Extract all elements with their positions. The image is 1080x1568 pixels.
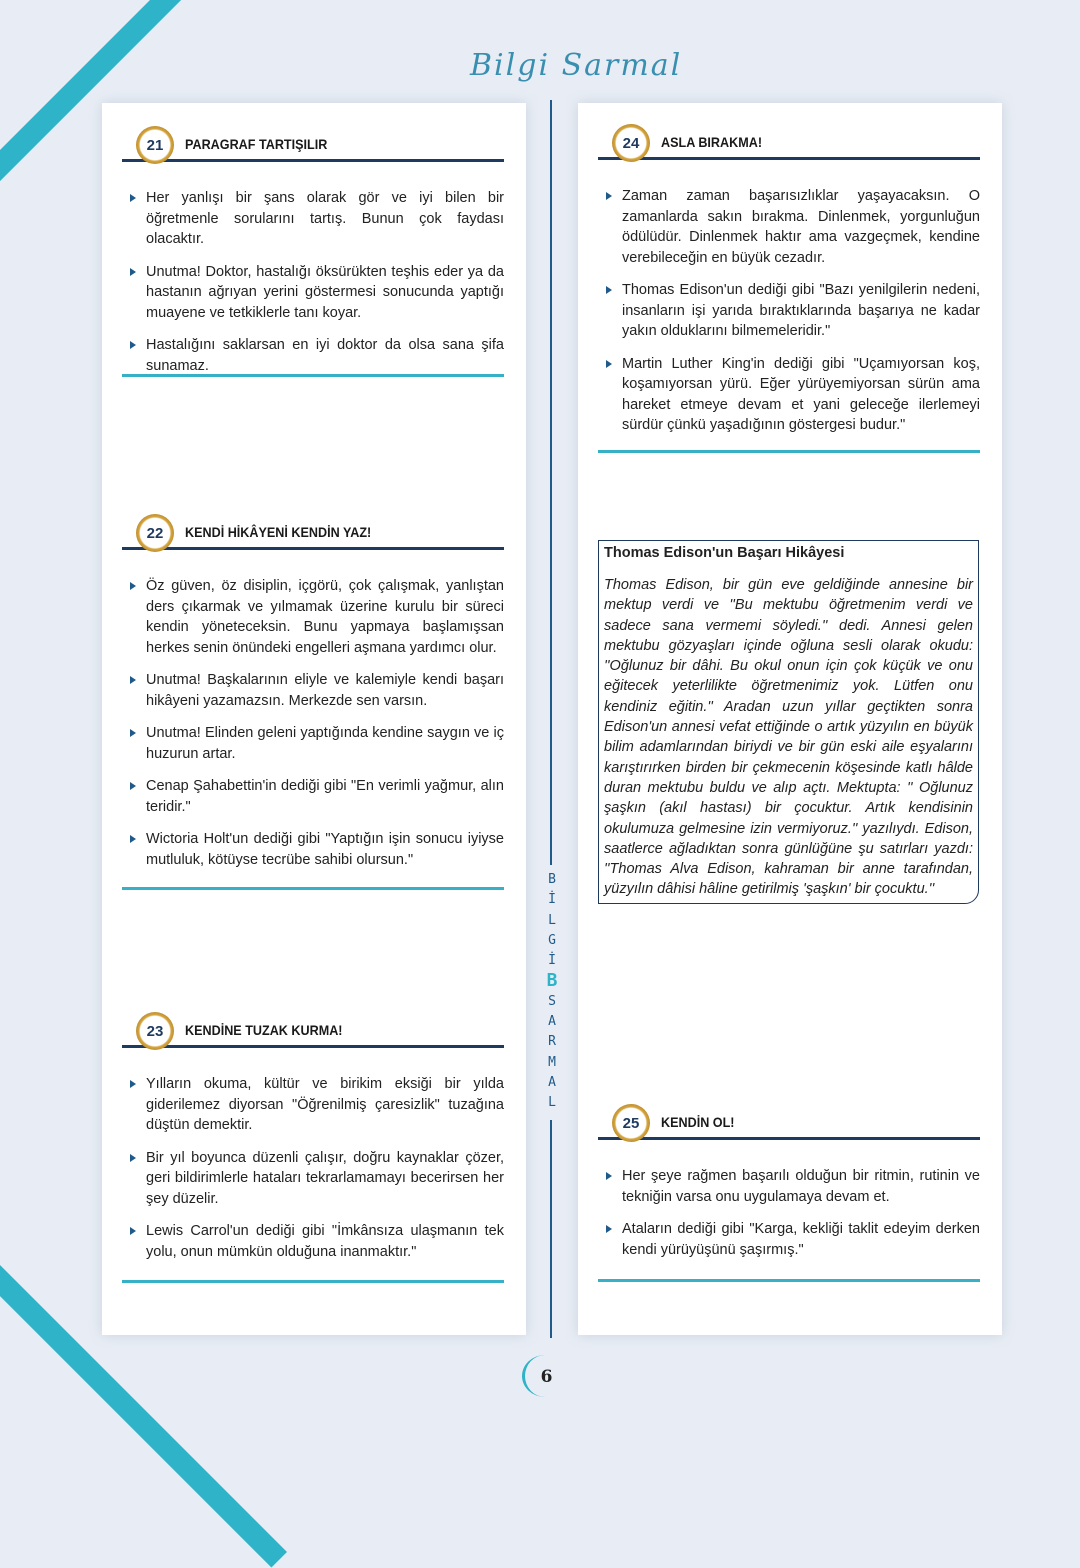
divider-bottom: [550, 1120, 552, 1338]
bullet-item: Bir yıl boyunca düzenli çalışır, doğru kaynaklar çözer, geri bildirimlerle hataları tekrarlamamayı becerirsen her şey düzelir.: [126, 1148, 504, 1210]
section-end-line: [598, 450, 980, 453]
story-title: Thomas Edison'un Başarı Hikâyesi: [604, 545, 845, 561]
section-title: KENDİN OL!: [661, 1114, 735, 1130]
section-23: [122, 1012, 504, 1274]
bullet-item: Unutma! Elinden geleni yaptığında kendine saygın ve iç huzurun artar.: [126, 723, 504, 764]
section-header: [122, 126, 504, 162]
bullet-list: [598, 160, 980, 436]
bullet-list: [122, 1048, 504, 1262]
section-21: [122, 126, 504, 388]
section-number-badge: 25: [612, 1104, 650, 1142]
bullet-item: Her yanlışı bir şans olarak gör ve iyi bilen bir öğretmenle sorularını tartış. Bunun çok faydası olacaktır.: [126, 188, 504, 250]
section-title: KENDİ HİKÂYENİ KENDİN YAZ!: [185, 524, 372, 540]
bullet-list: [122, 550, 504, 870]
section-number-badge: 21: [136, 126, 174, 164]
section-22: [122, 514, 504, 882]
bullet-item: Cenap Şahabettin'in dediği gibi "En verimli yağmur, alın teridir.": [126, 776, 504, 817]
story-text: Thomas Edison, bir gün eve geldiğinde annesine bir mektup verdi ve ''Bu mektubu öğretmenim verdi ve sadece sana vermemi söyledi.'' dedi. Annesi gelen mektubu gözyaşları içinde oğluna sesli olarak okudu: ''Oğlunuz bir dâhi. Bu okul onun için çok küçük ve onu eğitecek yeterlilikte öğretmenimiz yok. Lütfen onu kendiniz eğitin.'' Aradan uzun yıllar geçtikten sonra Edison'un annesi vefat ettiğinde o artık yüzyılın en büyük bilim adamlarından biriydi ve bir gün eski aile eşyalarını karıştırırken birden bir çekmecenin köşesinde katlı hâlde duran mektubu buldu ve alıp açtı. Mektupta: '' Oğlunuz şaşkın (akıl hastası) bir çocuktur. Artık kendisinin okulumuza gelmesine izin vermiyoruz.'' yazılıydı. Edison, saatlerce ağladıktan sonra günlüğüne şu satırları yazdı: ''Thomas Alva Edison, kahraman bir anne tarafından, yüzyılın dâhisi hâline getirilmiş 'şaşkın' bir çocuktu.'': [604, 577, 973, 898]
bullet-item: Zaman zaman başarısızlıklar yaşayacaksın. O zamanlarda sakın bırakma. Dinlenmek, yorgunluğun ödülüdür. Dinlenmek haktır ama vazgeçmek, kendine verebileceğin en büyük cezadır.: [602, 186, 980, 268]
bullet-item: Martin Luther King'in dediği gibi "Uçamıyorsan koş, koşamıyorsan yürü. Eğer yürüyemiyorsan sürün ama hareket etmeye devam et yani geleceğe ilerlemeyi sürdür çünkü yaşadığının göstergesi budur.": [602, 354, 980, 436]
section-24: [598, 124, 980, 448]
section-header: [122, 1012, 504, 1048]
section-end-line: [122, 374, 504, 377]
section-end-line: [122, 1280, 504, 1283]
bullet-item: Lewis Carrol'un dediği gibi "İmkânsıza ulaşmanın tek yolu, onun mümkün olduğuna inanmaktır.": [126, 1221, 504, 1262]
section-number-badge: 24: [612, 124, 650, 162]
section-header: [598, 124, 980, 160]
bullet-item: Wictoria Holt'un dediği gibi "Yaptığın işin sonucu iyiyse mutluluk, kötüyse tecrübe sahibi olursun.": [126, 829, 504, 870]
section-title: ASLA BIRAKMA!: [661, 134, 763, 150]
section-header: [122, 514, 504, 550]
section-header: [598, 1104, 980, 1140]
spine-brand: B İ L G İ B S A R M A L: [540, 870, 564, 1114]
section-25: [598, 1104, 980, 1272]
bullet-item: Yılların okuma, kültür ve birikim eksiği bir yılda giderilemez diyorsan "Öğrenilmiş çaresizlik" tuzağına düştün demektir.: [126, 1074, 504, 1136]
bullet-item: Her şeye rağmen başarılı olduğun bir ritmin, rutinin ve tekniğin varsa onu uygulamaya devam et.: [602, 1166, 980, 1207]
bullet-item: Unutma! Doktor, hastalığı öksürükten teşhis eder ya da hastanın ağrıyan yerini göstermesi sonucunda yaptığı muayene ve tetkiklerle tanı koyar.: [126, 262, 504, 324]
section-title: KENDİNE TUZAK KURMA!: [185, 1022, 343, 1038]
section-end-line: [122, 887, 504, 890]
bullet-item: Öz güven, öz disiplin, içgörü, çok çalışmak, yanlıştan ders çıkarmak ve yılmamak üzerine kurulu bir süreci kendin yöneteceksin. Bunu yapmaya başlamışsan herkes senin önündeki engelleri aşmana yardımcı olur.: [126, 576, 504, 658]
divider-top: [550, 100, 552, 865]
bullet-item: Hastalığını saklarsan en iyi doktor da olsa sana şifa sunamaz.: [126, 335, 504, 376]
bullet-item: Unutma! Başkalarının eliyle ve kalemiyle kendi başarı hikâyeni yazamazsın. Merkezde sen varsın.: [126, 670, 504, 711]
bullet-item: Ataların dediği gibi "Karga, kekliği taklit edeyim derken kendi yürüyüşünü şaşırmış.": [602, 1219, 980, 1260]
section-number-badge: 22: [136, 514, 174, 552]
edison-story-box: [598, 540, 979, 904]
page-number: 6: [522, 1355, 568, 1397]
bullet-item: Thomas Edison'un dediği gibi "Bazı yenilgilerin nedeni, insanların işi yarıda bıraktıklarında başarıya ne kadar yakın olduklarını bilmemeleridir.": [602, 280, 980, 342]
bullet-list: [122, 162, 504, 376]
section-number-badge: 23: [136, 1012, 174, 1050]
spine-logo: B: [546, 970, 558, 992]
section-end-line: [598, 1279, 980, 1282]
section-title: PARAGRAF TARTIŞILIR: [185, 136, 328, 152]
bullet-list: [598, 1140, 980, 1260]
brand-logo: Bilgi Sarmal: [470, 48, 683, 83]
